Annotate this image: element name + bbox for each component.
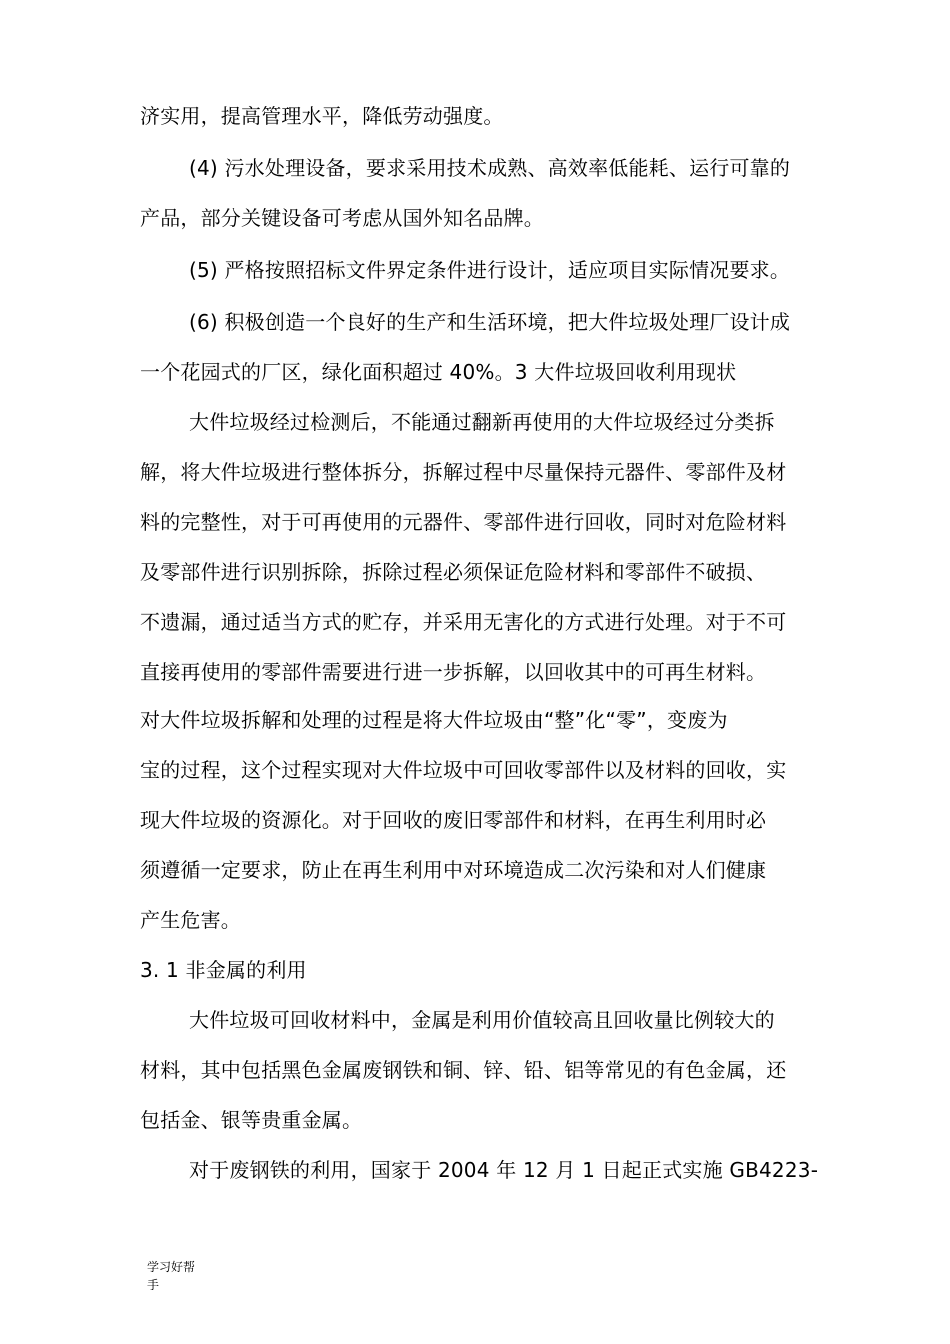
paragraph-line: 济实用，提高管理水平，降低劳动强度。 bbox=[140, 104, 504, 128]
paragraph-line: (5) 严格按照招标文件界定条件进行设计，适应项目实际情况要求。 bbox=[189, 258, 791, 282]
paragraph-line: 产生危害。 bbox=[140, 908, 241, 932]
paragraph-line: 宝的过程，这个过程实现对大件垃圾中可回收零部件以及材料的回收，实 bbox=[140, 758, 787, 782]
paragraph-line: 须遵循一定要求，防止在再生利用中对环境造成二次污染和对人们健康 bbox=[140, 858, 767, 882]
paragraph-line: 对大件垃圾拆解和处理的过程是将大件垃圾由“整”化“零”，变废为 bbox=[140, 708, 728, 732]
footer-text: 手 bbox=[147, 1278, 160, 1292]
paragraph-line: 大件垃圾经过检测后，不能通过翻新再使用的大件垃圾经过分类拆 bbox=[189, 410, 775, 434]
paragraph-line: 包括金、银等贵重金属。 bbox=[140, 1108, 363, 1132]
section-heading: 3. 1 非金属的利用 bbox=[140, 958, 307, 982]
paragraph-line: 及零部件进行识别拆除，拆除过程必须保证危险材料和零部件不破损、 bbox=[140, 560, 767, 584]
paragraph-line: 产品，部分关键设备可考虑从国外知名品牌。 bbox=[140, 206, 544, 230]
paragraph-line: 大件垃圾可回收材料中，金属是利用价值较高且回收量比例较大的 bbox=[189, 1008, 775, 1032]
paragraph-line: (4) 污水处理设备，要求采用技术成熟、高效率低能耗、运行可靠的 bbox=[189, 156, 791, 180]
paragraph-line: 解，将大件垃圾进行整体拆分，拆解过程中尽量保持元器件、零部件及材 bbox=[140, 460, 787, 484]
paragraph-line: (6) 积极创造一个良好的生产和生活环境，把大件垃圾处理厂设计成 bbox=[189, 310, 791, 334]
footer-text: 学习好帮 bbox=[147, 1260, 196, 1274]
paragraph-line: 现大件垃圾的资源化。对于回收的废旧零部件和材料，在再生利用时必 bbox=[140, 808, 767, 832]
paragraph-line: 料的完整性，对于可再使用的元器件、零部件进行回收，同时对危险材料 bbox=[140, 510, 787, 534]
paragraph-line: 材料，其中包括黑色金属废钢铁和铜、锌、铅、铝等常见的有色金属，还 bbox=[140, 1058, 787, 1082]
paragraph-line: 不遗漏，通过适当方式的贮存，并采用无害化的方式进行处理。对于不可 bbox=[140, 610, 787, 634]
paragraph-line: 直接再使用的零部件需要进行进一步拆解，以回收其中的可再生材料。 bbox=[140, 660, 767, 684]
paragraph-line: 对于废钢铁的利用，国家于 2004 年 12 月 1 日起正式实施 GB4223- bbox=[189, 1158, 819, 1182]
paragraph-line: 一个花园式的厂区，绿化面积超过 40%。3 大件垃圾回收利用现状 bbox=[140, 360, 737, 384]
